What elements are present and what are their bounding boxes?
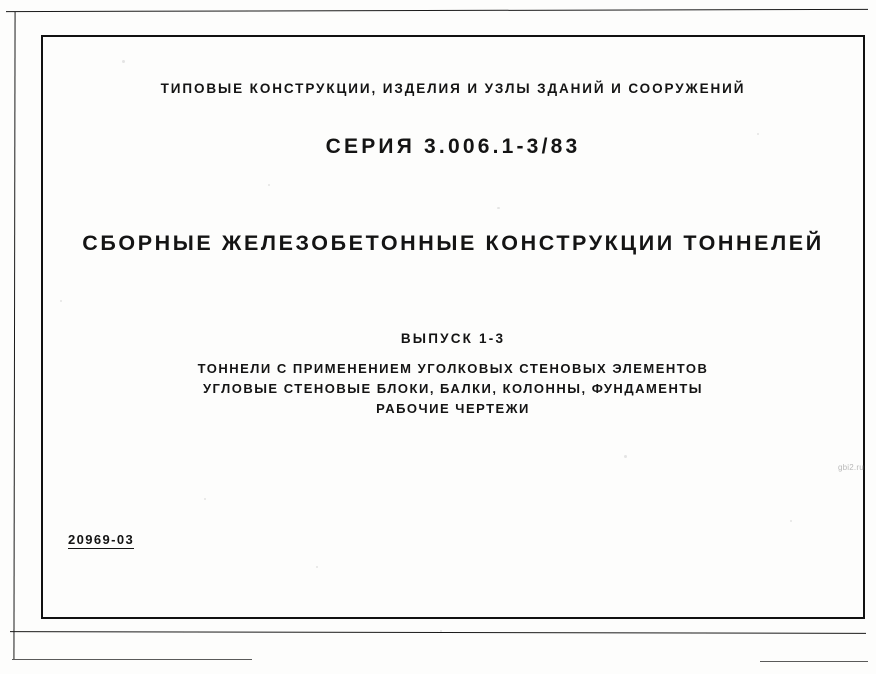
- scan-edge-bottom-mark-left: [12, 659, 252, 660]
- issue-number: ВЫПУСК 1-3: [400, 331, 506, 346]
- document-header-line: ТИПОВЫЕ КОНСТРУКЦИИ, ИЗДЕЛИЯ И УЗЛЫ ЗДАНИЙ И СООРУЖЕНИЙ: [160, 81, 746, 96]
- subtitle-line-1: ТОННЕЛИ С ПРИМЕНЕНИЕМ УГОЛКОВЫХ СТЕНОВЫХ ЭЛЕМЕНТОВ: [197, 361, 709, 376]
- scan-edge-top-line: [6, 9, 868, 12]
- scan-edge-bottom-line: [10, 631, 866, 634]
- document-frame: [41, 35, 865, 619]
- watermark-label: gbi2.ru: [838, 463, 864, 472]
- series-number: СЕРИЯ 3.006.1-3/83: [325, 135, 581, 158]
- paper-speckle: [440, 630, 442, 632]
- subtitle-line-2: УГЛОВЫЕ СТЕНОВЫЕ БЛОКИ, БАЛКИ, КОЛОННЫ, ФУНДАМЕНТЫ: [202, 381, 704, 396]
- scan-edge-left-line: [13, 12, 15, 660]
- subtitle-line-3: РАБОЧИЕ ЧЕРТЕЖИ: [376, 401, 530, 416]
- document-content: [43, 37, 863, 617]
- document-code: 20969-03: [68, 532, 135, 547]
- page-title: СБОРНЫЕ ЖЕЛЕЗОБЕТОННЫЕ КОНСТРУКЦИИ ТОННЕЛЕЙ: [82, 231, 824, 255]
- scan-edge-bottom-mark-right: [760, 661, 868, 662]
